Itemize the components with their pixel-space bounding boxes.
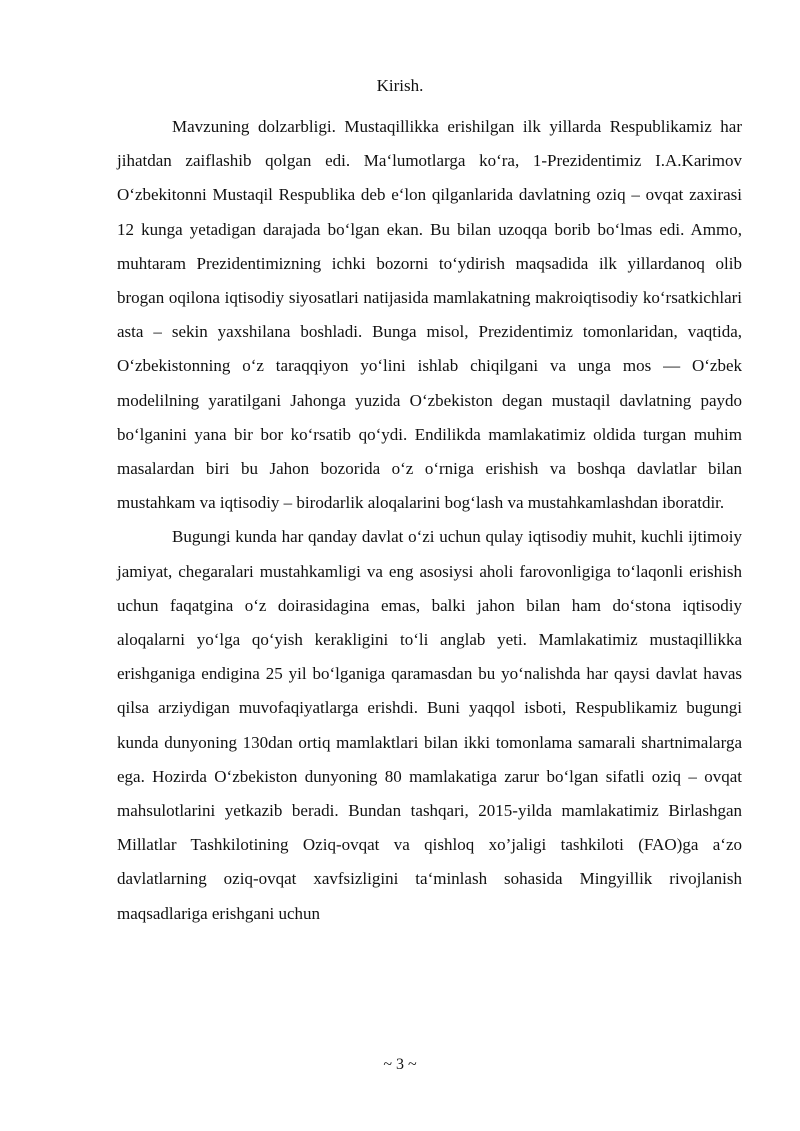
document-body xyxy=(117,110,742,931)
page-number: ~ 3 ~ xyxy=(383,1056,417,1073)
paragraph-2: Bugungi kunda har qanday davlat o‘zi uchun qulay iqtisodiy muhit, kuchli ijtimoiy jamiyat, chegaralari mustahkamligi va eng asosiysi aholi farovonligiga to‘laqonli erishish uchun faqatgina o‘z doirasidagina emas, balki jahon bilan ham do‘stona iqtisodiy aloqalarni yo‘lga qo‘yish kerakligini to‘li anglab yeti. Mamlakatimiz mustaqillikka erishganiga endigina 25 yil bo‘lganiga qaramasdan bu yo‘nalishda har qaysi davlat havas qilsa arziydigan muvofaqiyatlarga erishdi. Buni yaqqol isboti, Respublikamiz bugungi kunda dunyoning 130dan ortiq mamlaktlari bilan ikki tomonlama samarali shartnimalarga ega. Hozirda O‘zbekiston dunyoning 80 mamlakatiga zarur bo‘lgan sifatli oziq – ovqat mahsulotlarini yetkazib beradi. Bundan tashqari, 2015-yilda mamlakatimiz Birlashgan Millatlar Tashkilotining Oziq-ovqat va qishloq xo’jaligi tashkiloti (FAO)ga a‘zo davlatlarning oziq-ovqat xavfsizligini ta‘minlash sohasida Mingyillik rivojlanish maqsadlariga erishgani uchun xyxy=(117,527,742,923)
page-title: Kirish. xyxy=(376,76,424,95)
paragraph-1: Mavzuning dolzarbligi. Mustaqillikka erishilgan ilk yillarda Respublikamiz har jihatdan zaiflashib qolgan edi. Ma‘lumotlarga ko‘ra, 1-Prezidentimiz I.A.Karimov O‘zbekitonni Mustaqil Respublika deb e‘lon qilganlarida davlatning oziq – ovqat zaxirasi 12 kunga yetadigan darajada bo‘lgan ekan. Bu bilan uzoqqa borib bo‘lmas edi. Ammo, muhtaram Prezidentimizning ichki bozorni to‘ydirish maqsadida ilk yillardanoq olib brogan oqilona iqtisodiy siyosatlari natijasida mamlakatning makroiqtisodiy ko‘rsatkichlari asta – sekin yaxshilana boshladi. Bunga misol, Prezidentimiz tomonlaridan, vaqtida, O‘zbekistonning o‘z taraqqiyon yo‘lini ishlab chiqilgani va unga mos — O‘zbek modelilning yaratilgani Jahonga yuzida O‘zbekiston degan mustaqil davlatning paydo bo‘lganini yana bir bor ko‘rsatib qo‘ydi. Endilikda mamlakatimiz oldida turgan muhim masalardan biri bu Jahon bozorida o‘z o‘rniga erishish va boshqa davlatlar bilan mustahkam va iqtisodiy – birodarlik aloqalarini bog‘lash va mustahkamlashdan iboratdir. xyxy=(117,117,742,513)
